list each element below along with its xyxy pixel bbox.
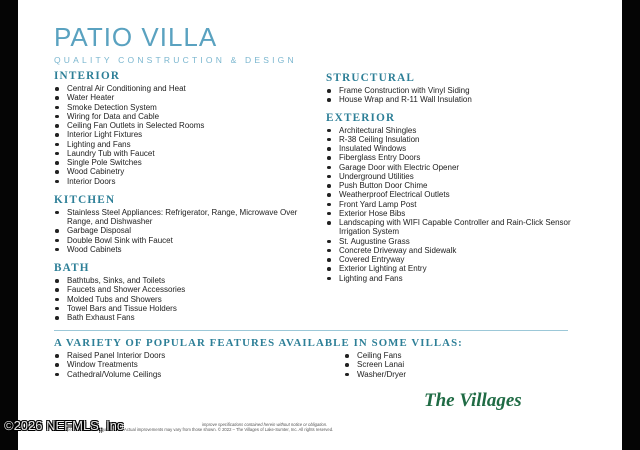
list-item: Wood Cabinets: [54, 245, 324, 254]
list-item: Stainless Steel Appliances: Refrigerator, Range, Microwave Over Range, and Dishwasher: [54, 208, 324, 227]
list-item: Water Heater: [54, 93, 324, 102]
section-exterior: [326, 112, 601, 283]
list-item: Fiberglass Entry Doors: [326, 153, 601, 162]
brochure-sheet: [18, 0, 622, 450]
the-villages-logo: The Villages: [424, 390, 522, 411]
list-item: Lighting and Fans: [54, 140, 324, 149]
list-item: Interior Light Fixtures: [54, 130, 324, 139]
fine-print: [54, 422, 564, 433]
list-item: Interior Doors: [54, 177, 324, 186]
list-item: Push Button Door Chime: [326, 181, 601, 190]
list-item: Smoke Detection System: [54, 103, 324, 112]
list-structural: [326, 86, 601, 105]
right-column: [326, 72, 601, 287]
list-exterior: [326, 126, 601, 283]
list-item: Raised Panel Interior Doors: [54, 351, 274, 360]
list-item: Garbage Disposal: [54, 226, 324, 235]
list-item: Towel Bars and Tissue Holders: [54, 304, 324, 313]
section-title-kitchen: KITCHEN: [54, 193, 116, 206]
list-item: Double Bowl Sink with Faucet: [54, 236, 324, 245]
list-bath: [54, 276, 324, 322]
list-item: Window Treatments: [54, 360, 274, 369]
list-item: Wiring for Data and Cable: [54, 112, 324, 121]
list-item: Exterior Lighting at Entry: [326, 264, 601, 273]
list-item: Lighting and Fans: [326, 274, 601, 283]
list-item: House Wrap and R-11 Wall Insulation: [326, 95, 601, 104]
list-item: R-38 Ceiling Insulation: [326, 135, 601, 144]
list-interior: [54, 84, 324, 186]
list-item: Cathedral/Volume Ceilings: [54, 370, 274, 379]
list-item: Molded Tubs and Showers: [54, 295, 324, 304]
list-item: Faucets and Shower Accessories: [54, 285, 324, 294]
list-item: Single Pole Switches: [54, 158, 324, 167]
list-item: Landscaping with WIFI Capable Controller and Rain-Click Sensor Irrigation System: [326, 218, 601, 237]
list-item: Underground Utilities: [326, 172, 601, 181]
section-title-bath: BATH: [54, 262, 90, 274]
list-item: Washer/Dryer: [344, 370, 564, 379]
section-title-structural: STRUCTURAL: [326, 72, 416, 84]
section-title-exterior: EXTERIOR: [326, 111, 396, 124]
section-bath: [54, 262, 324, 322]
section-interior: [54, 70, 324, 186]
list-item: Covered Entryway: [326, 255, 601, 264]
fine-print-line-1: improve specifications contained herein without notice or obligation.: [202, 422, 328, 427]
variety-title: A VARIETY OF POPULAR FEATURES AVAILABLE IN SOME VILLAS:: [54, 337, 463, 349]
section-title-interior: INTERIOR: [54, 70, 121, 82]
list-item: Concrete Driveway and Sidewalk: [326, 246, 601, 255]
list-item: Frame Construction with Vinyl Siding: [326, 86, 601, 95]
list-variety-left: [54, 351, 274, 379]
list-item: Ceiling Fans: [344, 351, 564, 360]
list-item: Insulated Windows: [326, 144, 601, 153]
list-kitchen: [54, 208, 324, 254]
list-item: Wood Cabinetry: [54, 167, 324, 176]
list-item: Bath Exhaust Fans: [54, 313, 324, 322]
mls-watermark: ©2026 NEFMLS, Inc: [4, 418, 124, 433]
list-variety-right: [344, 351, 564, 379]
list-item: Exterior Hose Bibs: [326, 209, 601, 218]
list-item: Garage Door with Electric Opener: [326, 163, 601, 172]
list-item: St. Augustine Grass: [326, 237, 601, 246]
section-kitchen: [54, 194, 324, 254]
list-item: Ceiling Fan Outlets in Selected Rooms: [54, 121, 324, 130]
list-item: Screen Lanai: [344, 360, 564, 369]
variety-right-column: [344, 351, 564, 379]
page-title: PATIO VILLA: [54, 22, 218, 52]
fine-print-line-2: Developer has met our requirements. Actual improvements may vary from those shown. © 2022 – The Villages of Lake-Sumter, Inc. All rights reserved.: [54, 427, 334, 433]
left-column: [54, 70, 324, 326]
list-item: Laundry Tub with Faucet: [54, 149, 324, 158]
section-divider: [54, 330, 568, 331]
list-item: Bathtubs, Sinks, and Toilets: [54, 276, 324, 285]
variety-left-column: [54, 351, 274, 379]
page-subtitle: QUALITY CONSTRUCTION & DESIGN: [54, 55, 297, 65]
section-structural: [326, 72, 601, 105]
list-item: Front Yard Lamp Post: [326, 200, 601, 209]
list-item: Weatherproof Electrical Outlets: [326, 190, 601, 199]
list-item: Architectural Shingles: [326, 126, 601, 135]
list-item: Central Air Conditioning and Heat: [54, 84, 324, 93]
